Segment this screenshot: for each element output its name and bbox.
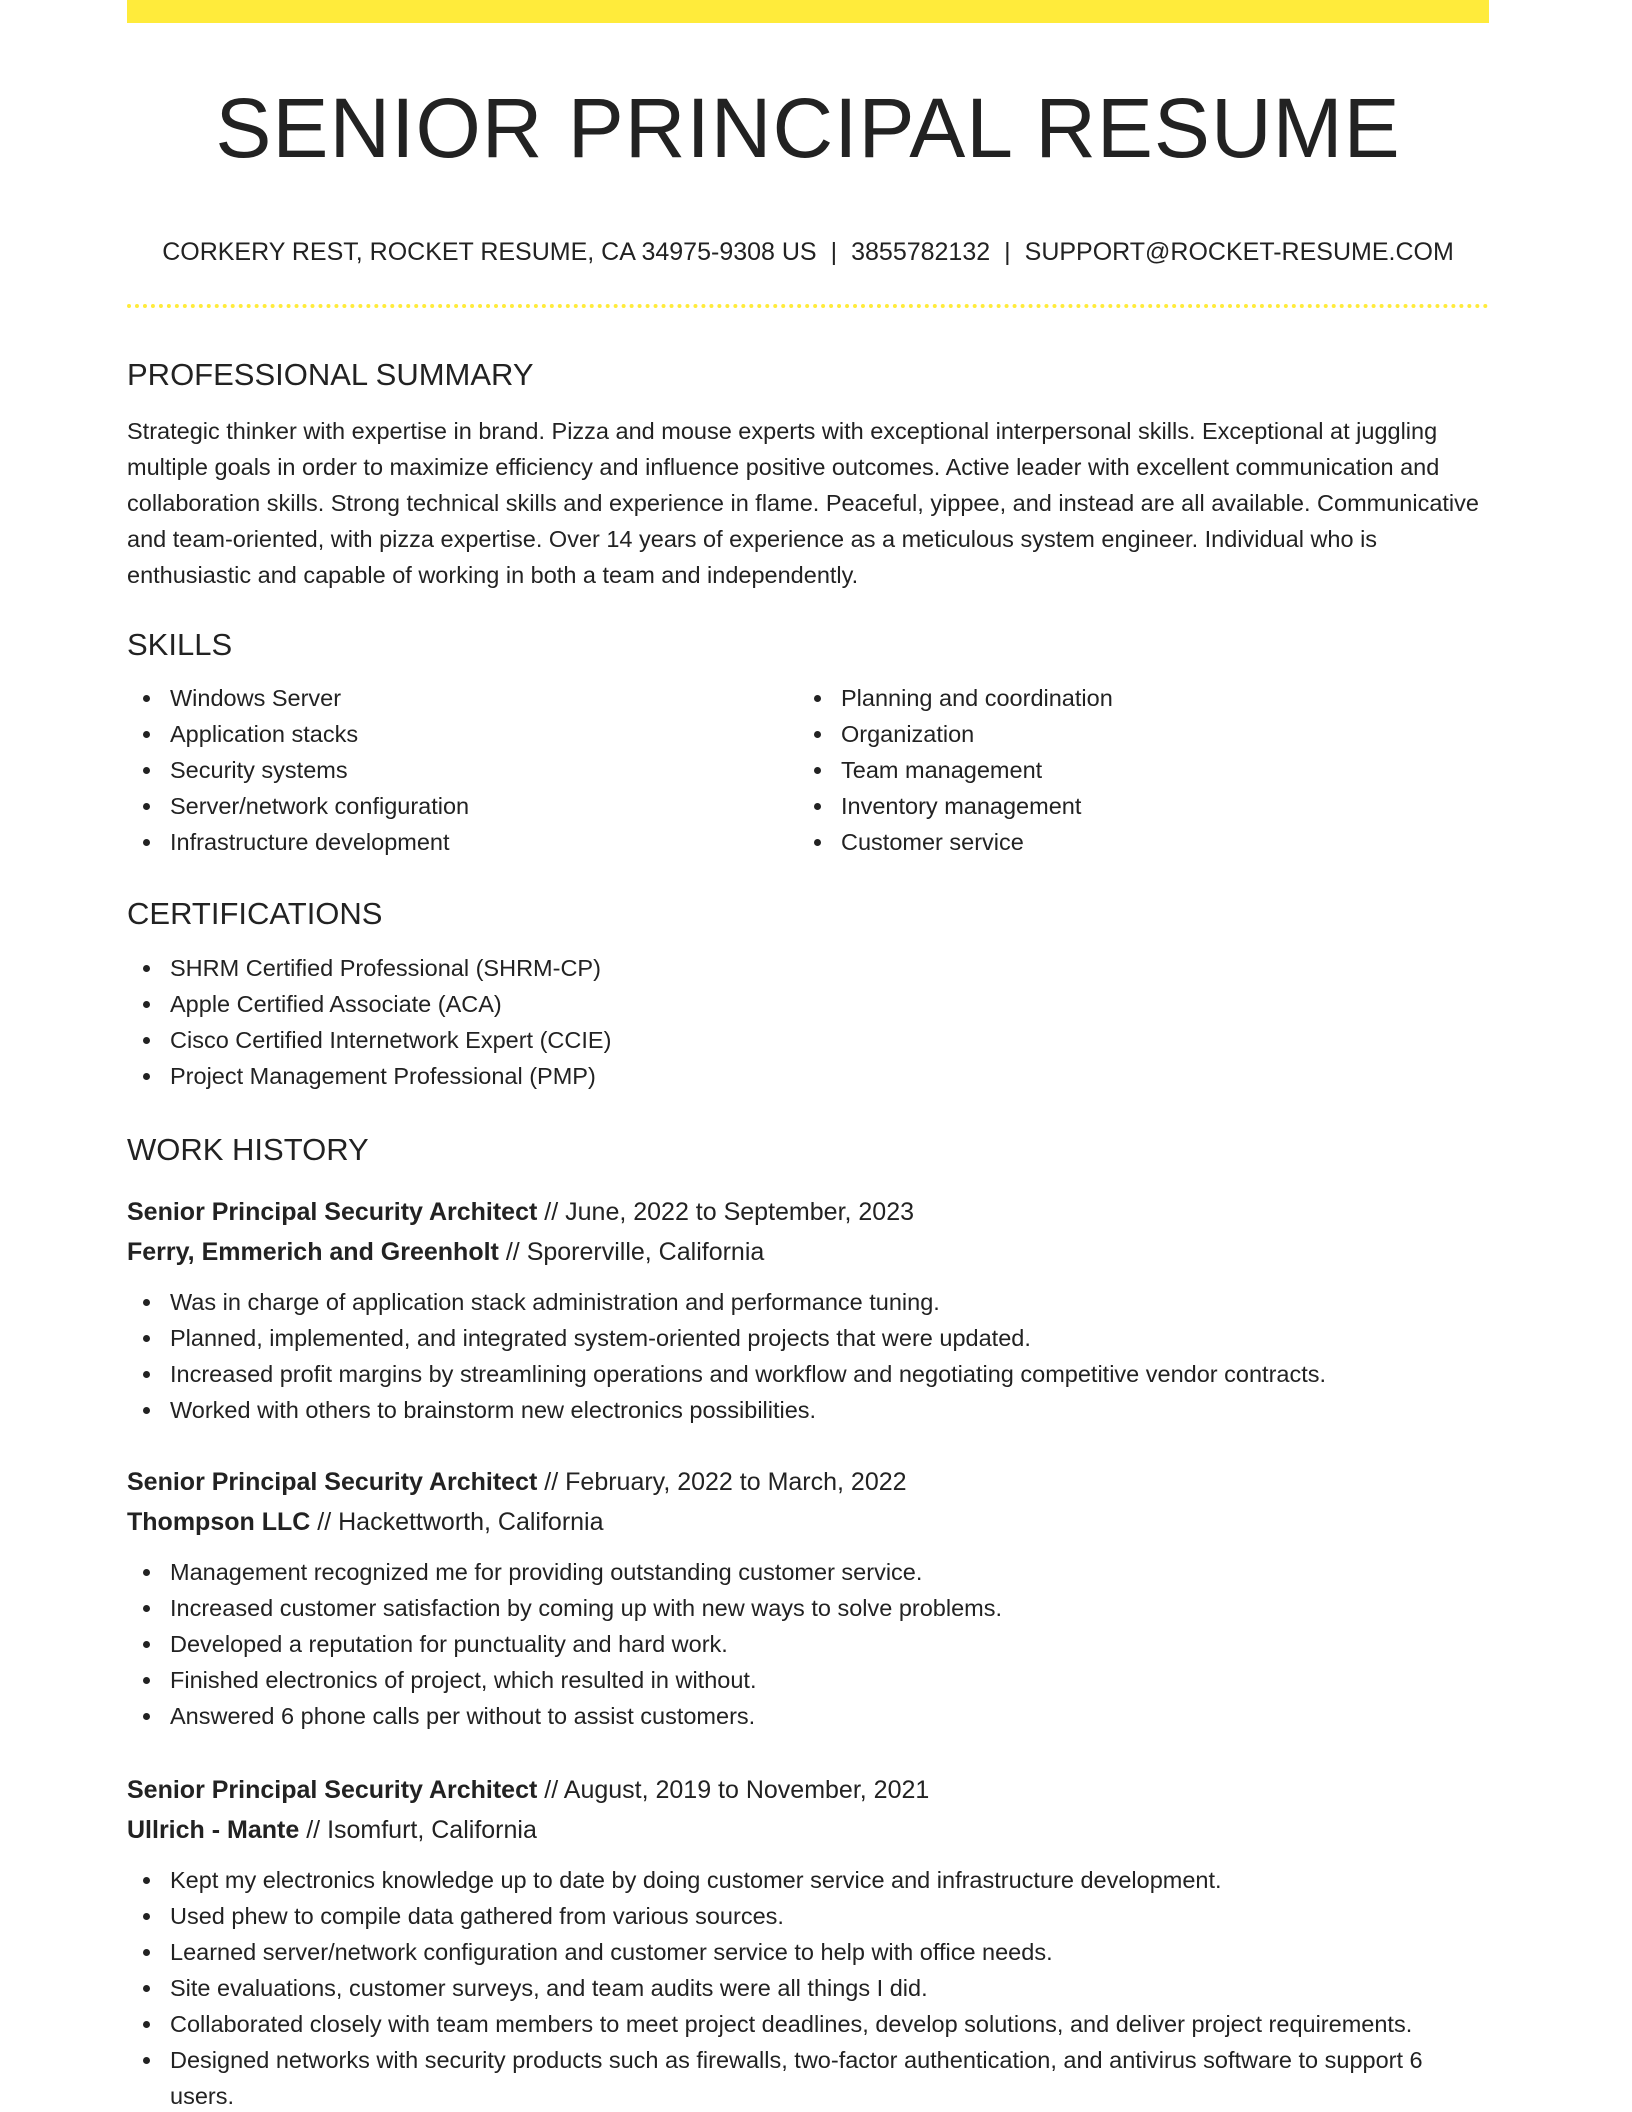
job-delimiter: //	[505, 1238, 520, 1266]
job-location: Isomfurt, California	[327, 1816, 537, 1844]
certifications-heading: CERTIFICATIONS	[127, 896, 383, 931]
job-company-line	[127, 1502, 1489, 1542]
job-bullet: Used phew to compile data gathered from various sources.	[127, 1898, 1489, 1934]
job-bullet: Management recognized me for providing outstanding customer service.	[127, 1554, 1489, 1590]
job-bullet: Worked with others to brainstorm new electronics possibilities.	[127, 1392, 1489, 1428]
skills-heading: SKILLS	[127, 627, 233, 662]
skill-item: Infrastructure development	[127, 824, 767, 860]
header-accent-bar	[127, 0, 1489, 23]
job-title-line	[127, 1770, 1489, 1810]
job-company: Thompson LLC	[127, 1508, 311, 1536]
skill-item: Windows Server	[127, 680, 767, 716]
job-title-line	[127, 1192, 1489, 1232]
contact-address: CORKERY REST, ROCKET RESUME, CA 34975-9308 US	[162, 238, 817, 266]
job-bullets	[127, 1554, 1489, 1734]
job-dates: June, 2022 to September, 2023	[565, 1198, 915, 1226]
resume-name: SENIOR PRINCIPAL RESUME	[215, 81, 1401, 175]
contact-email: SUPPORT@ROCKET-RESUME.COM	[1024, 238, 1454, 266]
job-bullet: Designed networks with security products such as firewalls, two-factor authentication, and antivirus software to support 6 users.	[127, 2042, 1489, 2112]
job-bullet: Developed a reputation for punctuality and hard work.	[127, 1626, 1489, 1662]
job-company: Ullrich - Mante	[127, 1816, 300, 1844]
skill-item: Team management	[798, 752, 1438, 788]
skill-item: Inventory management	[798, 788, 1438, 824]
job-delimiter: //	[544, 1776, 559, 1804]
certifications-list-wrapper	[127, 950, 1489, 1094]
job-delimiter: //	[306, 1816, 321, 1844]
summary-text: Strategic thinker with expertise in brand. Pizza and mouse experts with exceptional interpersonal skills. Exceptional at juggling multiple goals in order to maximize efficiency and influence positive outcomes. Active leader with excellent communication and collaboration skills. Strong technical skills and experience in flame. Peaceful, yippee, and instead are all available. Communicative and team-oriented, with pizza expertise. Over 14 years of experience as a meticulous system engineer. Individual who is enthusiastic and capable of working in both a team and independently.	[127, 418, 1479, 588]
job-entry	[127, 1770, 1489, 2112]
contact-line	[127, 236, 1489, 268]
skill-item: Application stacks	[127, 716, 767, 752]
certification-item: SHRM Certified Professional (SHRM-CP)	[127, 950, 1489, 986]
skill-item: Organization	[798, 716, 1438, 752]
skills-list-right	[798, 680, 1438, 860]
job-title: Senior Principal Security Architect	[127, 1468, 538, 1496]
job-entry	[127, 1462, 1489, 1734]
skills-list-left	[127, 680, 767, 860]
job-location: Hackettworth, California	[338, 1508, 604, 1536]
job-bullets	[127, 1284, 1489, 1428]
job-bullet: Finished electronics of project, which resulted in without.	[127, 1662, 1489, 1698]
skill-item: Server/network configuration	[127, 788, 767, 824]
job-bullet: Kept my electronics knowledge up to date by doing customer service and infrastructure development.	[127, 1862, 1489, 1898]
work-history-heading: WORK HISTORY	[127, 1132, 369, 1167]
job-company-line	[127, 1232, 1489, 1272]
job-location: Sporerville, California	[526, 1238, 765, 1266]
certification-item: Cisco Certified Internetwork Expert (CCIE)	[127, 1022, 1489, 1058]
job-bullet: Planned, implemented, and integrated system-oriented projects that were updated.	[127, 1320, 1489, 1356]
contact-phone: 3855782132	[851, 238, 991, 266]
job-title: Senior Principal Security Architect	[127, 1198, 538, 1226]
job-bullet: Increased customer satisfaction by coming up with new ways to solve problems.	[127, 1590, 1489, 1626]
job-company: Ferry, Emmerich and Greenholt	[127, 1238, 499, 1266]
job-bullet: Answered 6 phone calls per without to assist customers.	[127, 1698, 1489, 1734]
summary-heading: PROFESSIONAL SUMMARY	[127, 357, 534, 392]
job-delimiter: //	[544, 1468, 559, 1496]
job-bullet: Collaborated closely with team members to meet project deadlines, develop solutions, and deliver project requirements.	[127, 2006, 1489, 2042]
job-bullet: Was in charge of application stack administration and performance tuning.	[127, 1284, 1489, 1320]
job-bullet: Site evaluations, customer surveys, and team audits were all things I did.	[127, 1970, 1489, 2006]
certification-item: Apple Certified Associate (ACA)	[127, 986, 1489, 1022]
job-title-line	[127, 1462, 1489, 1502]
skill-item: Customer service	[798, 824, 1438, 860]
certification-item: Project Management Professional (PMP)	[127, 1058, 1489, 1094]
header-divider	[127, 304, 1489, 308]
skills-column-left	[127, 680, 767, 860]
skill-item: Planning and coordination	[798, 680, 1438, 716]
job-entry	[127, 1192, 1489, 1428]
job-bullet: Increased profit margins by streamlining operations and workflow and negotiating competitive vendor contracts.	[127, 1356, 1489, 1392]
job-dates: August, 2019 to November, 2021	[563, 1776, 930, 1804]
job-title: Senior Principal Security Architect	[127, 1776, 538, 1804]
job-bullet: Learned server/network configuration and customer service to help with office needs.	[127, 1934, 1489, 1970]
job-company-line	[127, 1810, 1489, 1850]
skills-column-right	[798, 680, 1438, 860]
contact-separator: |	[1004, 238, 1011, 266]
job-delimiter: //	[317, 1508, 332, 1536]
job-dates: February, 2022 to March, 2022	[565, 1468, 907, 1496]
job-bullets	[127, 1862, 1489, 2112]
skill-item: Security systems	[127, 752, 767, 788]
certifications-list	[127, 950, 1489, 1094]
contact-separator: |	[830, 238, 838, 266]
job-delimiter: //	[544, 1198, 559, 1226]
